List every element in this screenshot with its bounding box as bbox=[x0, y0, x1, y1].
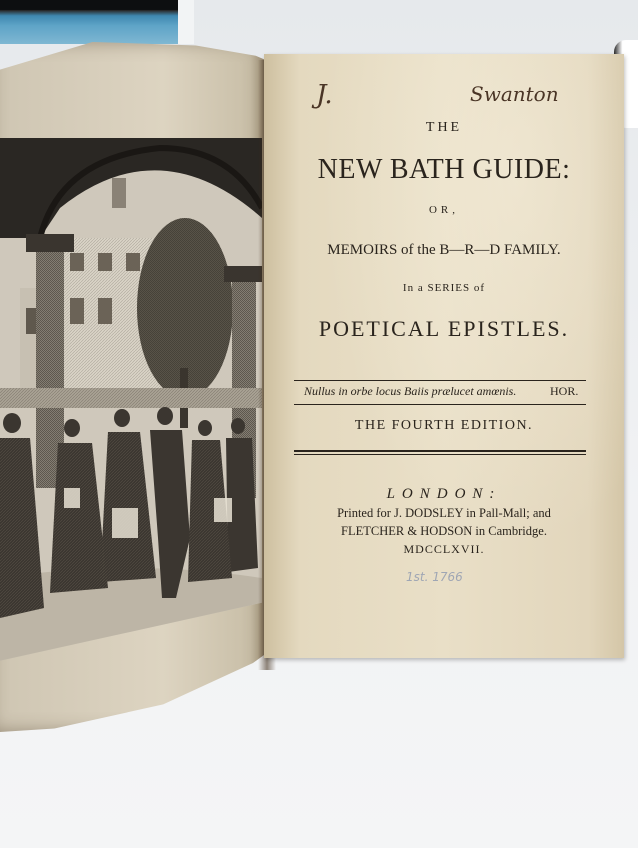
title-page bbox=[264, 54, 624, 658]
motto-author: HOR. bbox=[550, 384, 579, 398]
book-corner-top-left bbox=[0, 0, 194, 44]
frontispiece-page bbox=[0, 42, 272, 732]
poetical-epistles: POETICAL EPISTLES. bbox=[318, 316, 570, 341]
subtitle-memoirs: MEMOIRS of the B—R—D FAMILY. bbox=[327, 242, 561, 258]
signature-initial: J. bbox=[316, 80, 333, 110]
fourth-edition: THE FOURTH EDITION. bbox=[354, 418, 534, 433]
signature-name: Swanton bbox=[470, 82, 559, 106]
title-or: OR, bbox=[428, 204, 460, 216]
pencil-annotation: 1st. 1766 bbox=[406, 570, 463, 584]
imprint-city: LONDON: bbox=[386, 486, 502, 502]
imprint-booksellers: FLETCHER & HODSON in Cambridge. bbox=[341, 524, 547, 538]
series-line: In a SERIES of bbox=[402, 282, 486, 294]
main-title: NEW BATH GUIDE: bbox=[317, 154, 571, 185]
title-the: THE bbox=[425, 120, 463, 135]
rule-double-b bbox=[294, 454, 586, 455]
rule-middle bbox=[294, 404, 586, 405]
rule-double-a bbox=[294, 450, 586, 452]
imprint-year: MDCCLXVII. bbox=[403, 542, 485, 556]
latin-motto: Nullus in orbe locus Baiis prælucet amœnis. bbox=[304, 384, 517, 398]
imprint-printer: Printed for J. DODSLEY in Pall-Mall; and bbox=[337, 506, 551, 520]
frontispiece-engraving bbox=[0, 138, 262, 666]
rule-top bbox=[294, 380, 586, 381]
